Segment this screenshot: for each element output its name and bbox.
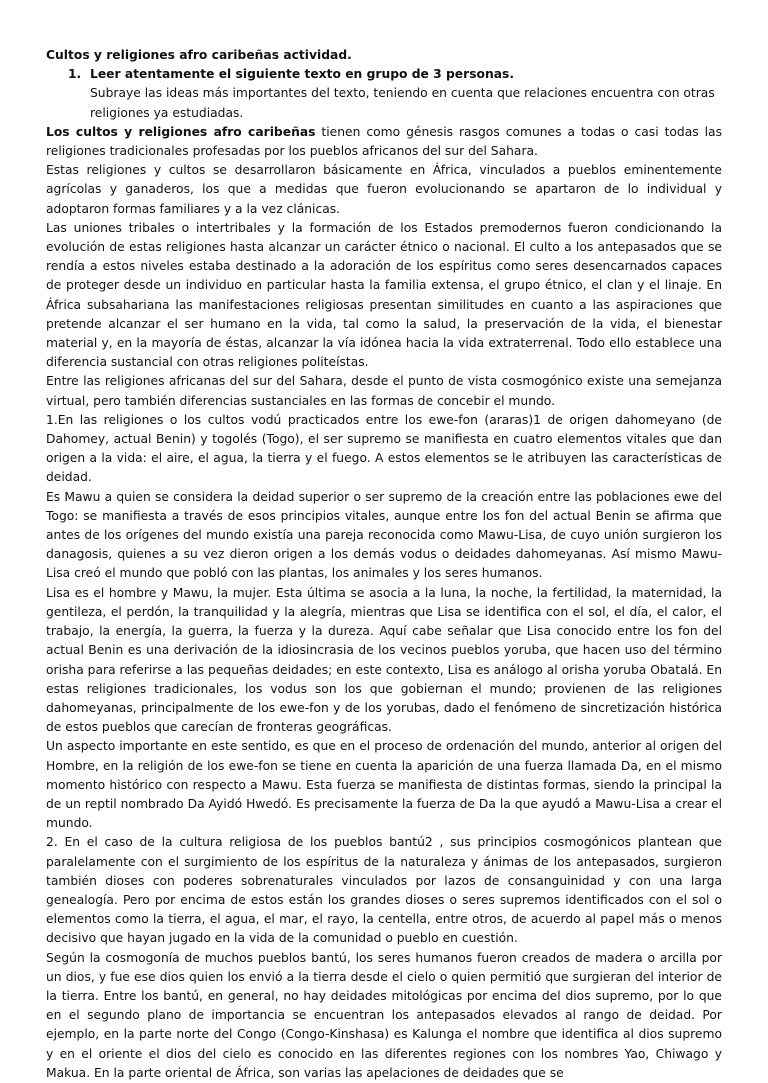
paragraph: 1.En las religiones o los cultos vodú practicados entre los ewe-fon (araras)1 de origen dahomeyano (de Dahomey, actual Benin) y togolés (Togo), el ser supremo se manifiesta en cuatro elementos vitales que dan origen a la vida: el aire, el agua, la tierra y el fuego. A estos elementos se le atribuyen las características de deidad. — [46, 412, 722, 485]
document-title: Cultos y religiones afro caribeñas actividad. — [46, 48, 352, 62]
paragraph: Lisa es el hombre y Mawu, la mujer. Esta última se asocia a la luna, la noche, la fertilidad, la maternidad, la gentileza, el perdón, la tranquilidad y la alegría, mientras que Lisa se identifica con el sol, el día, el calor, el trabajo, la energía, la guerra, la fuerza y la dureza. Aquí cabe señalar que Lisa conocido entre los fon del actual Benin es una derivación de la idiosincrasia de los vecinos pueblos yoruba, que hacen uso del término orisha para referirse a las pequeñas deidades; en este contexto, Lisa es análogo al orisha yoruba Obatalá. En estas religiones tradicionales, los vodus son los que gobiernan el mundo; provienen de las religiones dahomeyanas, principalmente de los ewe-fon y de los yorubas, dado el fenómeno de sincretización histórica de estos pueblos que carecían de fronteras geográficas. — [46, 585, 722, 735]
instruction-number: 1. — [68, 67, 82, 82]
instruction-item — [46, 65, 722, 123]
paragraph: 2. En el caso de la cultura religiosa de los pueblos bantú2 , sus principios cosmogónicos plantean que paralelamente con el surgimiento de los espíritus de la naturaleza y ánimas de los antepasados, surgieron también dioses con poderes sobrenaturales vinculados por lazos de consanguinidad y con una larga genealogía. Pero por encima de estos están los grandes dioses o seres supremos identificados con el sol o elementos como la tierra, el agua, el mar, el rayo, la centella, entre otros, de acuerdo al papel más o menos decisivo que hayan jugado en la vida de la comunidad o pueblo en cuestión. — [46, 835, 722, 946]
paragraph: Según la cosmogonía de muchos pueblos bantú, los seres humanos fueron creados de madera o arcilla por un dios, y fue ese dios quien los envió a la tierra desde el cielo o quien permitió que surgieran del interior de la tierra. Entre los bantú, en general, no hay deidades mitológicas por encima del dios supremo, por lo que en el segundo plano de importancia se encuentran los antepasados elevados al rango de deidad. Por ejemplo, en la parte norte del Congo (Congo-Kinshasa) es Kalunga el nombre que identifica al dios supremo y en el oriente el dios del cielo es conocido en las diferentes regiones con los nombres Yao, Chiwago y Makua. En la parte oriental de África, son varias las apelaciones de deidades que se — [46, 950, 722, 1080]
paragraph: Es Mawu a quien se considera la deidad superior o ser supremo de la creación entre las poblaciones ewe del Togo: se manifiesta a través de esos principios vitales, aunque entre los fon del actual Benin se afirma que antes de los orígenes del mundo existía una pareja reconocida como Mawu-Lisa, de cuyo unión surgieron los danagosis, quienes a su vez dieron origen a los demás vodus o deidades dahomeyanas. Así mismo Mawu-Lisa creó el mundo que pobló con las plantas, los animales y los seres humanos. — [46, 489, 722, 581]
intro-paragraph — [46, 123, 722, 161]
intro-rest: tienen como génesis rasgos comunes a todas o casi todas las religiones tradicionales profesadas por los pueblos africanos del sur del Sahara. — [46, 124, 722, 159]
instruction-heading: Leer atentamente el siguiente texto en grupo de 3 personas. — [90, 67, 515, 82]
instruction-detail: Subraye las ideas más importantes del texto, teniendo en cuenta que relaciones encuentra con otras religiones ya estudiadas. — [90, 86, 715, 120]
paragraph: Un aspecto importante en este sentido, es que en el proceso de ordenación del mundo, anterior al origen del Hombre, en la religión de los ewe-fon se tiene en cuenta la aparición de una fuerza llamada Da, en el mismo momento histórico con respecto a Mawu. Esta fuerza se manifiesta de distintas formas, siendo la principal la de un reptil nombrado Da Ayidó Hwedó. Es precisamente la fuerza de Da la que ayudó a Mawu-Lisa a crear el mundo. — [46, 739, 722, 831]
paragraph: Estas religiones y cultos se desarrollaron básicamente en África, vinculados a pueblos eminentemente agrícolas y ganaderos, los que a medidas que fueron evolucionando se apartaron de lo individual y adoptaron formas familiares y a la vez clánicas. — [46, 163, 722, 216]
paragraph: Entre las religiones africanas del sur del Sahara, desde el punto de vista cosmogónico existe una semejanza virtual, pero también diferencias sustanciales en las formas de concebir el mundo. — [46, 374, 722, 408]
intro-lead: Los cultos y religiones afro caribeñas — [46, 124, 316, 139]
paragraph: Las uniones tribales o intertribales y la formación de los Estados premodernos fueron condicionando la evolución de estas religiones hasta alcanzar un carácter étnico o nacional. El culto a los antepasados que se rendía a estos niveles estaba destinado a la adoración de los espíritus como seres desencarnados capaces de proteger desde un individuo en particular hasta la familia extensa, el grupo étnico, el clan y el linaje. En África subsahariana las manifestaciones religiosas presentan similitudes en cuanto a las aspiraciones que pretende alcanzar el ser humano en la vida, tal como la salud, la preservación de la vida, el bienestar material y, en la mayoría de éstas, alcanzar la vía idónea hacia la vida extraterrenal. Todo ello establece una diferencia sustancial con otras religiones politeístas. — [46, 220, 722, 370]
